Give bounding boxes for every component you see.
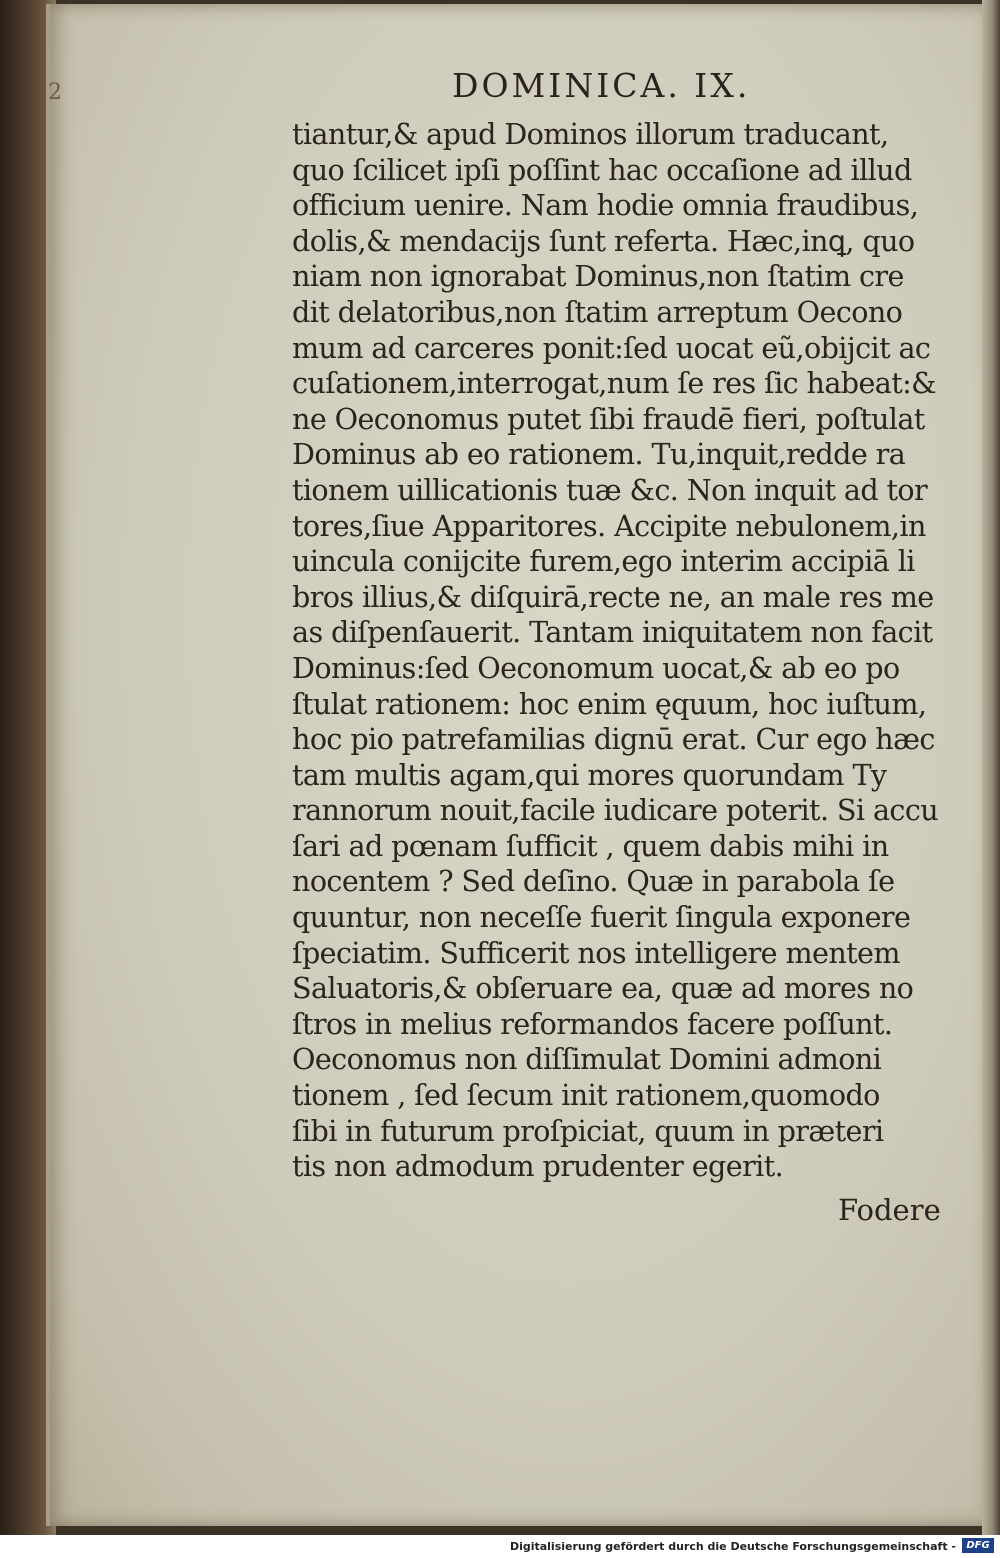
text-line: dit delatoribus,non ſtatim arreptum Oecono [292,294,903,329]
text-line: tiantur,& apud Dominos illorum traducant, [292,117,889,151]
text-line: bros illius,& diſquirā,recte ne, an male res me [292,579,934,614]
running-head: DOMINICA. IX. [452,66,751,105]
page-edge [982,0,1000,1535]
text-line: tionem uillicationis tuæ &c. Non inquit ad tor [292,472,928,507]
text-line: hoc pio patrefamilias dignū erat. Cur ego hæc [292,722,935,757]
text-line: as diſpenſauerit. Tantam iniquitatem non facit [292,615,933,650]
text-line: Oeconomus non diſſimulat Domini admoni [292,1042,882,1077]
text-line: ſpeciatim. Sufficerit nos intelligere mentem [292,935,900,970]
text-line: quuntur, non neceſſe fuerit ſingula exponere [292,900,911,935]
text-line: mum ad carceres ponit:ſed uocat eũ,obijcit ac [292,330,931,365]
text-line: officium uenire. Nam hodie omnia fraudibus, [292,188,919,223]
text-line: nocentem ? Sed deſino. Quæ in parabola ſe [292,864,895,899]
dfg-logo: DFG [962,1538,994,1553]
text-line: uincula conijcite furem,ego interim accipiā li [292,544,915,579]
text-line: ne Oeconomus putet ſibi fraudē fieri, poſtulat [292,401,925,436]
text-line: Dominus ab eo rationem. Tu,inquit,redde ra [292,437,906,472]
gutter-mark: 2 [48,80,62,105]
funding-credit: Digitalisierung gefördert durch die Deutsche Forschungsgemeinschaft - [509,1540,956,1553]
text-line: Dominus:ſed Oeconomum uocat,& ab eo po [292,650,900,685]
text-line: ſari ad pœnam ſufficit , quem dabis mihi in [292,828,889,863]
text-line: Saluatoris,& obſeruare ea, quæ ad mores no [292,971,914,1006]
text-line: tionem , ſed ſecum init rationem,quomodo [292,1078,880,1113]
text-line: tis non admodum prudenter egerit. [292,1149,784,1184]
text-line: cuſationem,interrogat,num ſe res ſic habeat:& [292,366,937,401]
text-line: tores,ſiue Apparitores. Accipite nebulonem,in [292,508,926,543]
text-line: dolis,& mendacijs ſunt referta. Hæc,inꝗ, quo [292,223,915,258]
text-line: ſibi in futurum proſpiciat, quum in præteri [292,1113,884,1148]
body-text [292,117,952,1185]
text-line: niam non ignorabat Dominus,non ſtatim cre [292,259,904,294]
text-line: quo ſcilicet ipſi poſſint hac occaſione ad illud [292,152,912,187]
text-line: rannorum nouit,facile iudicare poterit. Si accu [292,793,939,828]
text-line: tam multis agam,qui mores quorundam Ty [292,757,887,792]
text-line: ſtulat rationem: hoc enim ęquum, hoc iuſtum, [292,686,927,721]
text-line: ſtros in melius reformandos facere poſſunt. [292,1006,893,1041]
catchword: Fodere [838,1193,941,1227]
